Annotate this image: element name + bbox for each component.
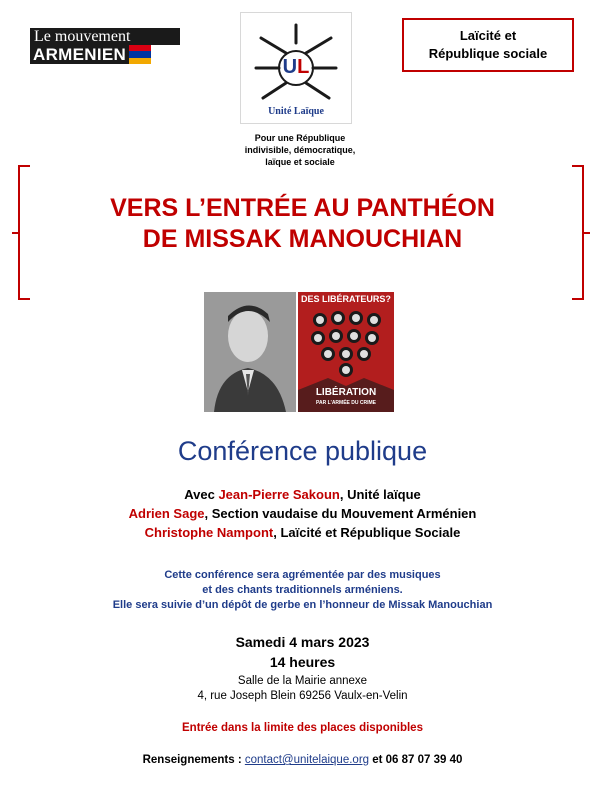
ul-initials — [281, 53, 311, 81]
affiche-rouge-poster-image — [298, 292, 394, 412]
lrs-line2: République sociale — [428, 46, 548, 61]
unite-laique-logo — [240, 12, 352, 124]
logo-line2: ARMENIEN — [30, 45, 129, 64]
logo-line1: Le mouvement — [30, 28, 180, 45]
event-datetime — [0, 632, 605, 672]
ul-initial-l: L — [297, 56, 310, 78]
speaker-name: Christophe Nampont — [144, 525, 274, 540]
description-line: Elle sera suivie d’un dépôt de gerbe en l’honneur de Missak Manouchian — [112, 599, 493, 611]
speaker-prefix: Avec — [184, 487, 219, 502]
mouvement-armenien-logo — [30, 28, 180, 64]
ul-initial-u: U — [282, 56, 298, 78]
speaker-line — [60, 504, 545, 523]
poster-footer-sub: PAR L'ARMÉE DU CRIME — [316, 400, 376, 406]
contact-info — [0, 754, 605, 766]
description-line: Cette conférence sera agrémentée par des musiques — [164, 569, 441, 581]
speaker-line — [60, 485, 545, 504]
right-bracket-decoration — [572, 165, 584, 300]
slogan-line: indivisible, démocratique, — [244, 145, 356, 155]
left-bracket-decoration — [18, 165, 30, 300]
unite-laique-name: Unité Laïque — [268, 106, 324, 117]
event-date: Samedi 4 mars 2023 — [235, 634, 370, 650]
armenian-flag-icon — [129, 45, 151, 64]
lrs-line1: Laïcité et — [459, 28, 517, 43]
event-venue — [0, 674, 605, 704]
venue-name: Salle de la Mairie annexe — [237, 675, 368, 687]
poster-headline: DES LIBÉRATEURS? — [301, 294, 391, 304]
title-line: DE MISSAK MANOUCHIAN — [142, 225, 463, 253]
contact-phone: et 06 87 07 39 40 — [369, 754, 463, 766]
description-line: et des chants traditionnels arméniens. — [202, 584, 403, 596]
slogan-line: Pour une République — [254, 133, 346, 143]
conference-title: Conférence publique — [177, 436, 428, 466]
slogan — [200, 132, 400, 168]
speaker-affiliation: , Section vaudaise du Mouvement Arménien — [204, 506, 477, 521]
laicite-republique-logo — [402, 18, 574, 72]
poster-footer — [298, 388, 394, 408]
entry-note: Entrée dans la limite des places disponibles — [182, 722, 423, 734]
event-time: 14 heures — [269, 654, 336, 670]
poster-footer-text: LIBÉRATION — [315, 387, 377, 398]
speaker-name: Adrien Sage — [128, 506, 205, 521]
slogan-line: laïque et sociale — [265, 157, 335, 167]
speakers-list — [60, 485, 545, 542]
conference-description — [60, 568, 545, 613]
venue-address: 4, rue Joseph Blein 69256 Vaulx-en-Velin — [197, 690, 408, 702]
speaker-line — [60, 523, 545, 542]
speaker-affiliation: , Unité laïque — [339, 487, 421, 502]
title-line: VERS L’ENTRÉE AU PANTHÉON — [110, 194, 495, 222]
speaker-affiliation: , Laïcité et République Sociale — [273, 525, 461, 540]
manouchian-portrait-photo — [204, 292, 296, 412]
main-title — [40, 193, 565, 255]
speaker-name: Jean-Pierre Sakoun — [218, 487, 340, 502]
contact-email-link[interactable]: contact@unitelaique.org — [244, 754, 370, 766]
contact-label: Renseignements : — [142, 754, 245, 766]
